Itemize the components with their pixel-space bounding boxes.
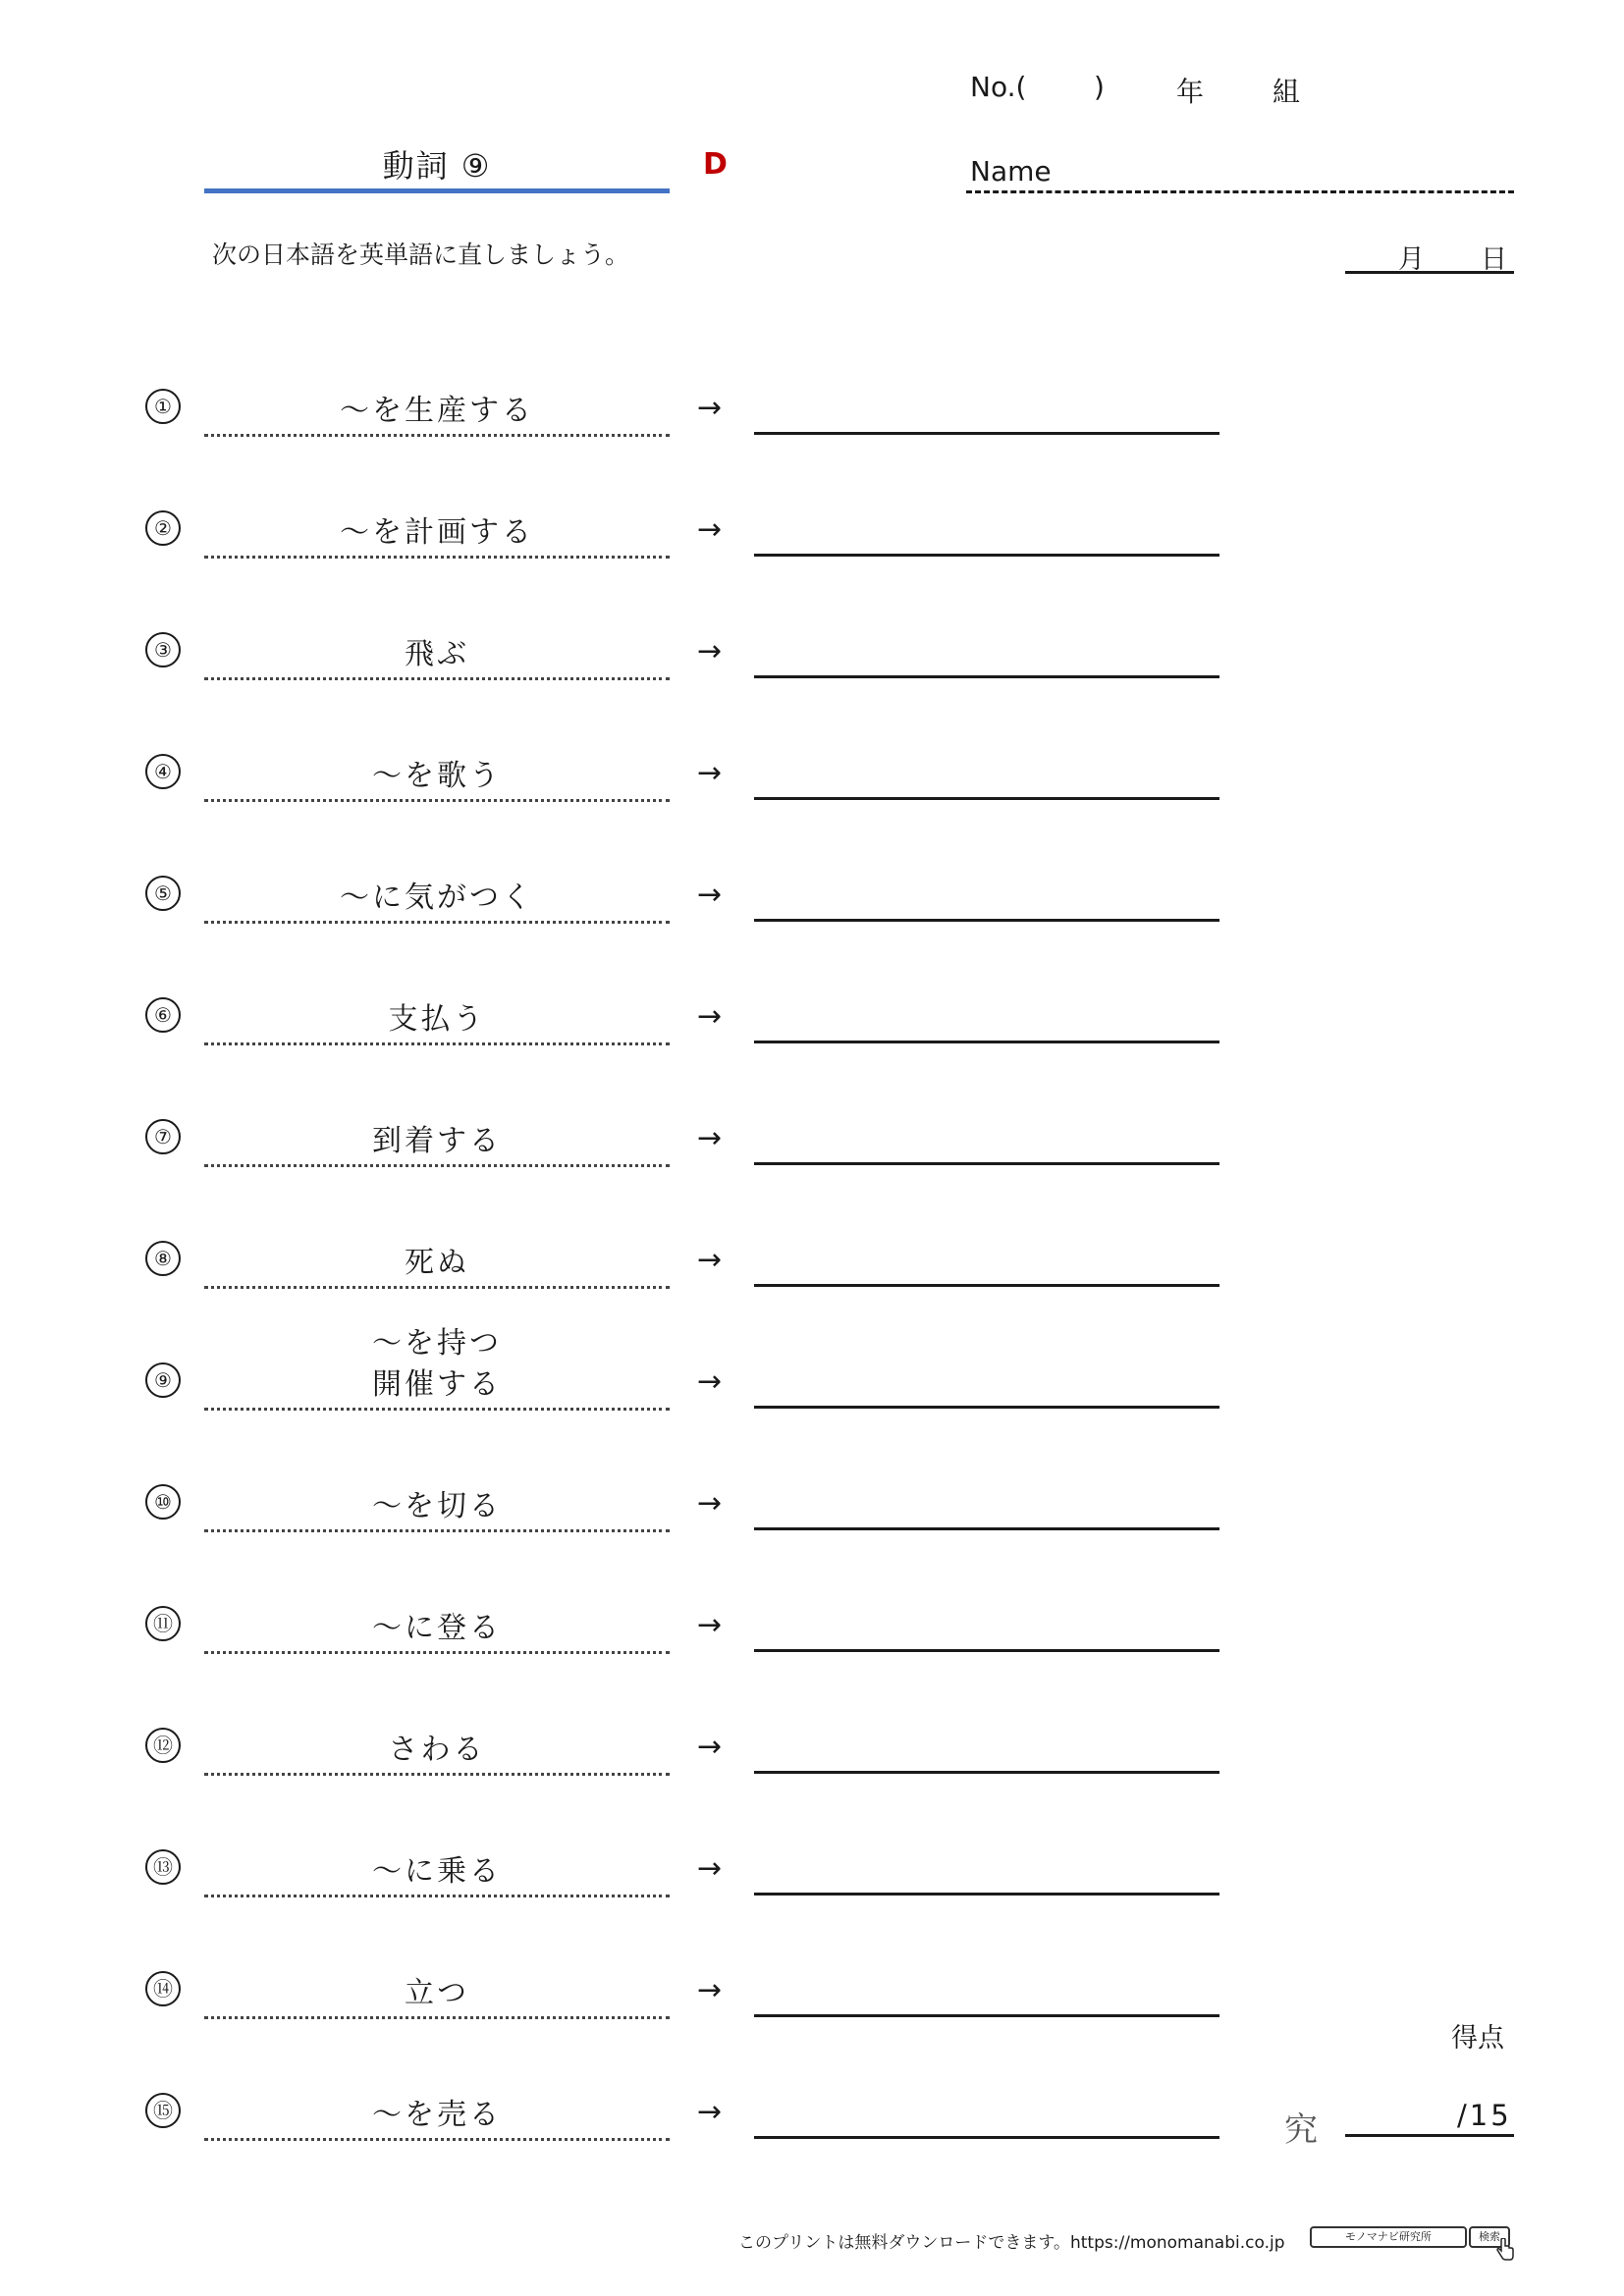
arrow-icon: → [697, 1730, 723, 1764]
date-field[interactable] [1345, 271, 1514, 274]
answer-field[interactable] [754, 1771, 1219, 1774]
question-row [0, 925, 1624, 1046]
prompt-underline [204, 1164, 670, 1167]
arrow-icon: → [697, 391, 723, 425]
question-number: ⑤ [145, 876, 181, 911]
prompt-underline [204, 799, 670, 802]
question-row [0, 1898, 1624, 2020]
prompt-underline [204, 2016, 670, 2019]
question-number: ⑭ [145, 1971, 181, 2006]
question-row [0, 1655, 1624, 1777]
arrow-icon: → [697, 1973, 723, 2007]
question-prompt: さわる [388, 1733, 486, 1767]
search-button: 検索 [1469, 2226, 1510, 2248]
arrow-icon: → [697, 2095, 723, 2129]
score-field[interactable] [1345, 2134, 1514, 2137]
question-row [0, 1533, 1624, 1655]
question-row [0, 2020, 1624, 2142]
question-number: ⑥ [145, 997, 181, 1033]
month-label: 月 [1398, 244, 1425, 275]
question-number: ⑫ [145, 1728, 181, 1763]
answer-field[interactable] [754, 1527, 1219, 1530]
pointer-hand-icon [1494, 2238, 1516, 2266]
worksheet-title: 動詞 ⑨ [382, 147, 492, 185]
question-row [0, 438, 1624, 560]
question-number: ⑦ [145, 1119, 181, 1154]
question-number: ④ [145, 754, 181, 789]
answer-field[interactable] [754, 1649, 1219, 1652]
score-label: 得点 [1451, 2023, 1504, 2054]
arrow-icon: → [697, 1486, 723, 1521]
question-row [0, 1168, 1624, 1290]
question-prompt: 支払う [388, 1002, 486, 1037]
arrow-icon: → [697, 756, 723, 790]
answer-field[interactable] [754, 554, 1219, 557]
arrow-icon: → [697, 878, 723, 912]
question-prompt: 立つ [405, 1976, 469, 2010]
answer-field[interactable] [754, 2136, 1219, 2139]
answer-field[interactable] [754, 675, 1219, 678]
question-prompt: 飛ぶ [405, 637, 469, 671]
search-box: モノマナビ研究所 [1310, 2226, 1467, 2248]
question-row [0, 1777, 1624, 1898]
answer-field[interactable] [754, 432, 1219, 435]
question-prompt: 死ぬ [405, 1246, 469, 1280]
question-row [0, 1290, 1624, 1412]
prompt-underline [204, 434, 670, 437]
answer-field[interactable] [754, 1041, 1219, 1043]
question-number: ⑬ [145, 1849, 181, 1885]
question-row [0, 316, 1624, 438]
question-number: ⑩ [145, 1484, 181, 1520]
arrow-icon: → [697, 512, 723, 547]
arrow-icon: → [697, 1608, 723, 1642]
arrow-icon: → [697, 1243, 723, 1277]
answer-field[interactable] [754, 1284, 1219, 1287]
answer-field[interactable] [754, 1162, 1219, 1165]
question-number: ② [145, 510, 181, 546]
question-number: ⑮ [145, 2093, 181, 2128]
question-prompt: 到着する [372, 1124, 502, 1158]
question-prompt: ～に乗る [372, 1854, 502, 1889]
question-prompt: ～を計画する [340, 515, 534, 550]
question-prompt: ～に気がつく [340, 881, 534, 915]
answer-field[interactable] [754, 2014, 1219, 2017]
arrow-icon: → [697, 999, 723, 1034]
number-close: ) [1094, 71, 1105, 103]
arrow-icon: → [697, 1364, 723, 1399]
year-label: 年 [1176, 76, 1205, 108]
day-label: 日 [1481, 244, 1507, 275]
prompt-underline [204, 1042, 670, 1045]
question-number: ⑨ [145, 1362, 181, 1398]
number-label: No.( [970, 71, 1027, 103]
arrow-icon: → [697, 1851, 723, 1886]
answer-field[interactable] [754, 1406, 1219, 1409]
answer-field[interactable] [754, 919, 1219, 922]
answer-field[interactable] [754, 1893, 1219, 1896]
question-prompt: ～を歌う [372, 759, 502, 793]
prompt-underline [204, 1529, 670, 1532]
name-field[interactable] [966, 190, 1514, 193]
question-prompt: ～を生産する [340, 394, 534, 428]
class-label: 組 [1272, 76, 1301, 108]
question-row [0, 1412, 1624, 1533]
question-row [0, 1046, 1624, 1168]
question-row [0, 560, 1624, 681]
prompt-underline [204, 1773, 670, 1776]
question-number: ⑧ [145, 1241, 181, 1276]
prompt-underline [204, 1651, 670, 1654]
level-badge: D [703, 147, 728, 182]
question-row [0, 803, 1624, 925]
prompt-underline [204, 2138, 670, 2141]
footer-text: このプリントは無料ダウンロードできます。https://monomanabi.co.jp [738, 2233, 1285, 2253]
question-prompt: ～に登る [372, 1611, 502, 1645]
question-row [0, 681, 1624, 803]
question-prompt: ～を持つ 開催する [372, 1326, 502, 1402]
seal-mark: 究 [1284, 2110, 1318, 2150]
prompt-underline [204, 1286, 670, 1289]
score-total: /15 [1457, 2099, 1512, 2132]
question-number: ⑪ [145, 1606, 181, 1641]
arrow-icon: → [697, 634, 723, 668]
prompt-underline [204, 1408, 670, 1411]
title-underline [204, 188, 670, 193]
prompt-underline [204, 556, 670, 559]
question-prompt: ～を売る [372, 2098, 502, 2132]
arrow-icon: → [697, 1121, 723, 1155]
name-label: Name [970, 155, 1052, 187]
instruction-text: 次の日本語を英単語に直しましょう。 [212, 240, 630, 269]
question-number: ③ [145, 632, 181, 667]
prompt-underline [204, 1895, 670, 1897]
question-number: ① [145, 389, 181, 424]
answer-field[interactable] [754, 797, 1219, 800]
prompt-underline [204, 921, 670, 924]
question-prompt: ～を切る [372, 1489, 502, 1523]
prompt-underline [204, 677, 670, 680]
